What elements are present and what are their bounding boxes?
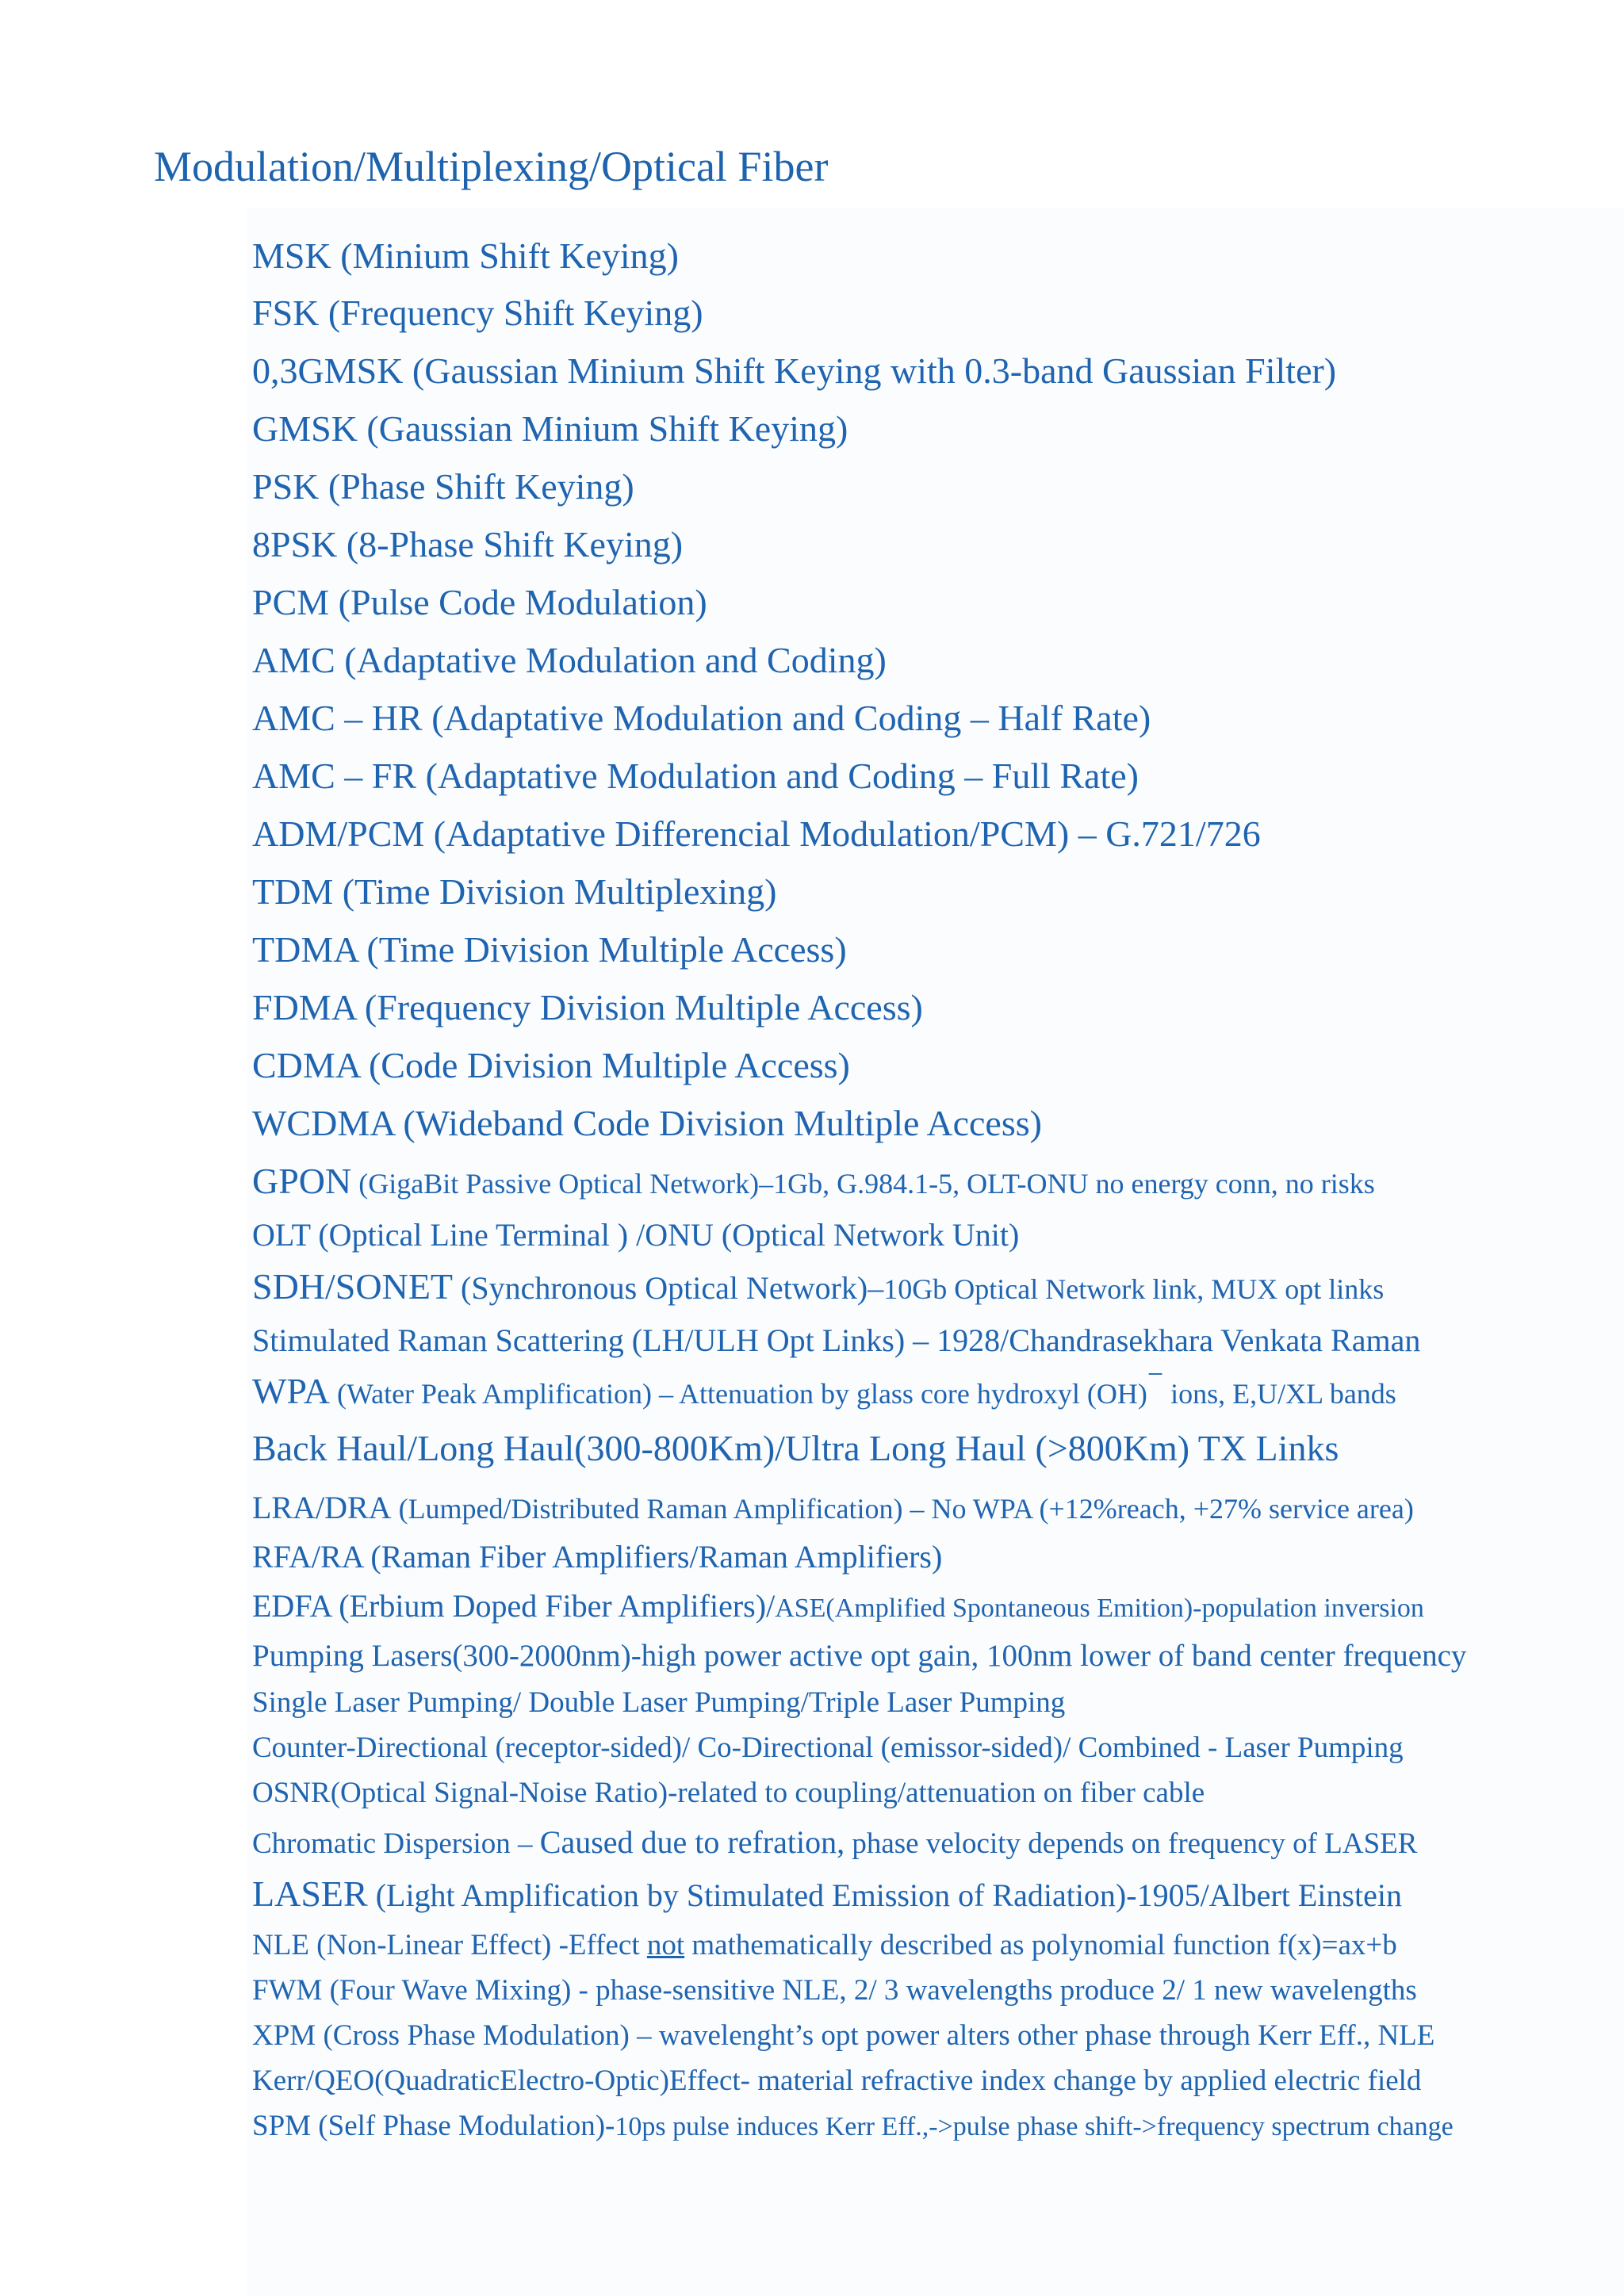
wpa-description: (Water Peak Amplification) – Attenuation by glass core hydroxyl (OH) — [330, 1378, 1147, 1410]
line-xpm: XPM (Cross Phase Modulation) – wavelenght’s opt power alters other phase through Kerr Eff., NLE — [252, 2019, 1435, 2052]
line-gmsk: GMSK (Gaussian Minium Shift Keying) — [252, 408, 848, 449]
nle-description: mathematically described as polynomial function f(x)=ax+b — [684, 1929, 1397, 1961]
gpon-term: GPON — [252, 1161, 352, 1201]
line-msk: MSK (Minium Shift Keying) — [252, 235, 679, 276]
line-fsk: FSK (Frequency Shift Keying) — [252, 293, 703, 333]
line-pcm: PCM (Pulse Code Modulation) — [252, 582, 707, 622]
line-gpon — [252, 1160, 1375, 1202]
line-kerr-qeo: Kerr/QEO(QuadraticElectro-Optic)Effect- material refractive index change by applied electric field — [252, 2064, 1422, 2097]
line-sdh-sonet — [252, 1265, 1384, 1307]
nle-lead: NLE (Non-Linear Effect) -Effect — [252, 1929, 647, 1961]
line-nle — [252, 1928, 1397, 1962]
line-single-laser-pumping: Single Laser Pumping/ Double Laser Pumping/Triple Laser Pumping — [252, 1686, 1066, 1719]
line-rfa-ra: RFA/RA (Raman Fiber Amplifiers/Raman Amplifiers) — [252, 1539, 943, 1575]
line-amc: AMC (Adaptative Modulation and Coding) — [252, 640, 887, 680]
edfa-description: ASE(Amplified Spontaneous Emition)-population inversion — [775, 1594, 1424, 1623]
line-wcdma: WCDMA (Wideband Code Division Multiple Access) — [252, 1103, 1042, 1143]
chromatic-term: Chromatic Dispersion – — [252, 1827, 540, 1860]
line-osnr: OSNR(Optical Signal-Noise Ratio)-related to coupling/attenuation on fiber cable — [252, 1777, 1205, 1809]
line-8psk: 8PSK (8-Phase Shift Keying) — [252, 524, 684, 564]
chromatic-cause: Caused due to refration, — [539, 1824, 845, 1860]
wpa-superscript: − — [1147, 1357, 1164, 1390]
chromatic-description: phase velocity depends on frequency of LASER — [845, 1827, 1418, 1860]
line-laser — [252, 1873, 1402, 1915]
edfa-term: EDFA (Erbium Doped Fiber Amplifiers)/ — [252, 1588, 776, 1624]
sdh-term: SDH/SONET — [252, 1266, 454, 1307]
line-adm-pcm: ADM/PCM (Adaptative Differencial Modulation/PCM) – G.721/726 — [252, 813, 1261, 854]
line-amc-hr: AMC – HR (Adaptative Modulation and Coding – Half Rate) — [252, 698, 1151, 738]
laser-description: (Light Amplification by Stimulated Emission of Radiation)-1905/Albert Einstein — [367, 1877, 1402, 1913]
gpon-description: (GigaBit Passive Optical Network)–1Gb, G.984.1-5, OLT-ONU no energy conn, no risks — [351, 1168, 1375, 1200]
line-edfa — [252, 1587, 1424, 1624]
line-tdma: TDMA (Time Division Multiple Access) — [252, 929, 847, 970]
spm-description: 10ps pulse induces Kerr Eff.,->pulse phase shift->frequency spectrum change — [615, 2112, 1454, 2141]
line-back-haul: Back Haul/Long Haul(300-800Km)/Ultra Long Haul (>800Km) TX Links — [252, 1428, 1339, 1468]
line-raman-scattering: Stimulated Raman Scattering (LH/ULH Opt Links) – 1928/Chandrasekhara Venkata Raman — [252, 1322, 1421, 1358]
wpa-term: WPA — [252, 1371, 330, 1411]
line-olt-onu: OLT (Optical Line Terminal ) /ONU (Optical Network Unit) — [252, 1217, 1020, 1253]
line-fdma: FDMA (Frequency Division Multiple Access) — [252, 987, 923, 1027]
line-fwm: FWM (Four Wave Mixing) - phase-sensitive NLE, 2/ 3 wavelengths produce 2/ 1 new wavelengths — [252, 1974, 1417, 2007]
wpa-tail: ions, E,U/XL bands — [1163, 1378, 1396, 1410]
lra-term: LRA/DRA — [252, 1490, 392, 1525]
sdh-description: 10Gb Optical Network link, MUX opt links — [883, 1273, 1385, 1305]
document-title: Modulation/Multiplexing/Optical Fiber — [154, 143, 829, 190]
line-psk: PSK (Phase Shift Keying) — [252, 466, 634, 507]
line-counter-directional: Counter-Directional (receptor-sided)/ Co-Directional (emissor-sided)/ Combined - Laser Pumping — [252, 1732, 1404, 1764]
line-pumping-lasers: Pumping Lasers(300-2000nm)-high power active opt gain, 100nm lower of band center frequency — [252, 1639, 1467, 1673]
lra-description: (Lumped/Distributed Raman Amplification) – No WPA (+12%reach, +27% service area) — [391, 1493, 1414, 1525]
laser-term: LASER — [252, 1873, 368, 1914]
line-chromatic-dispersion — [252, 1823, 1417, 1861]
nle-underlined-word: not — [646, 1929, 685, 1961]
line-tdm: TDM (Time Division Multiplexing) — [252, 871, 777, 912]
line-spm — [252, 2109, 1454, 2143]
line-wpa — [252, 1357, 1396, 1412]
spm-lead: SPM (Self Phase Modulation)- — [252, 2110, 615, 2142]
line-amc-fr: AMC – FR (Adaptative Modulation and Coding – Full Rate) — [252, 756, 1139, 796]
line-03gmsk: 0,3GMSK (Gaussian Minium Shift Keying with 0.3-band Gaussian Filter) — [252, 350, 1337, 391]
line-cdma: CDMA (Code Division Multiple Access) — [252, 1045, 850, 1085]
line-lra-dra — [252, 1489, 1414, 1526]
sdh-expansion: (Synchronous Optical Network)– — [453, 1270, 884, 1306]
